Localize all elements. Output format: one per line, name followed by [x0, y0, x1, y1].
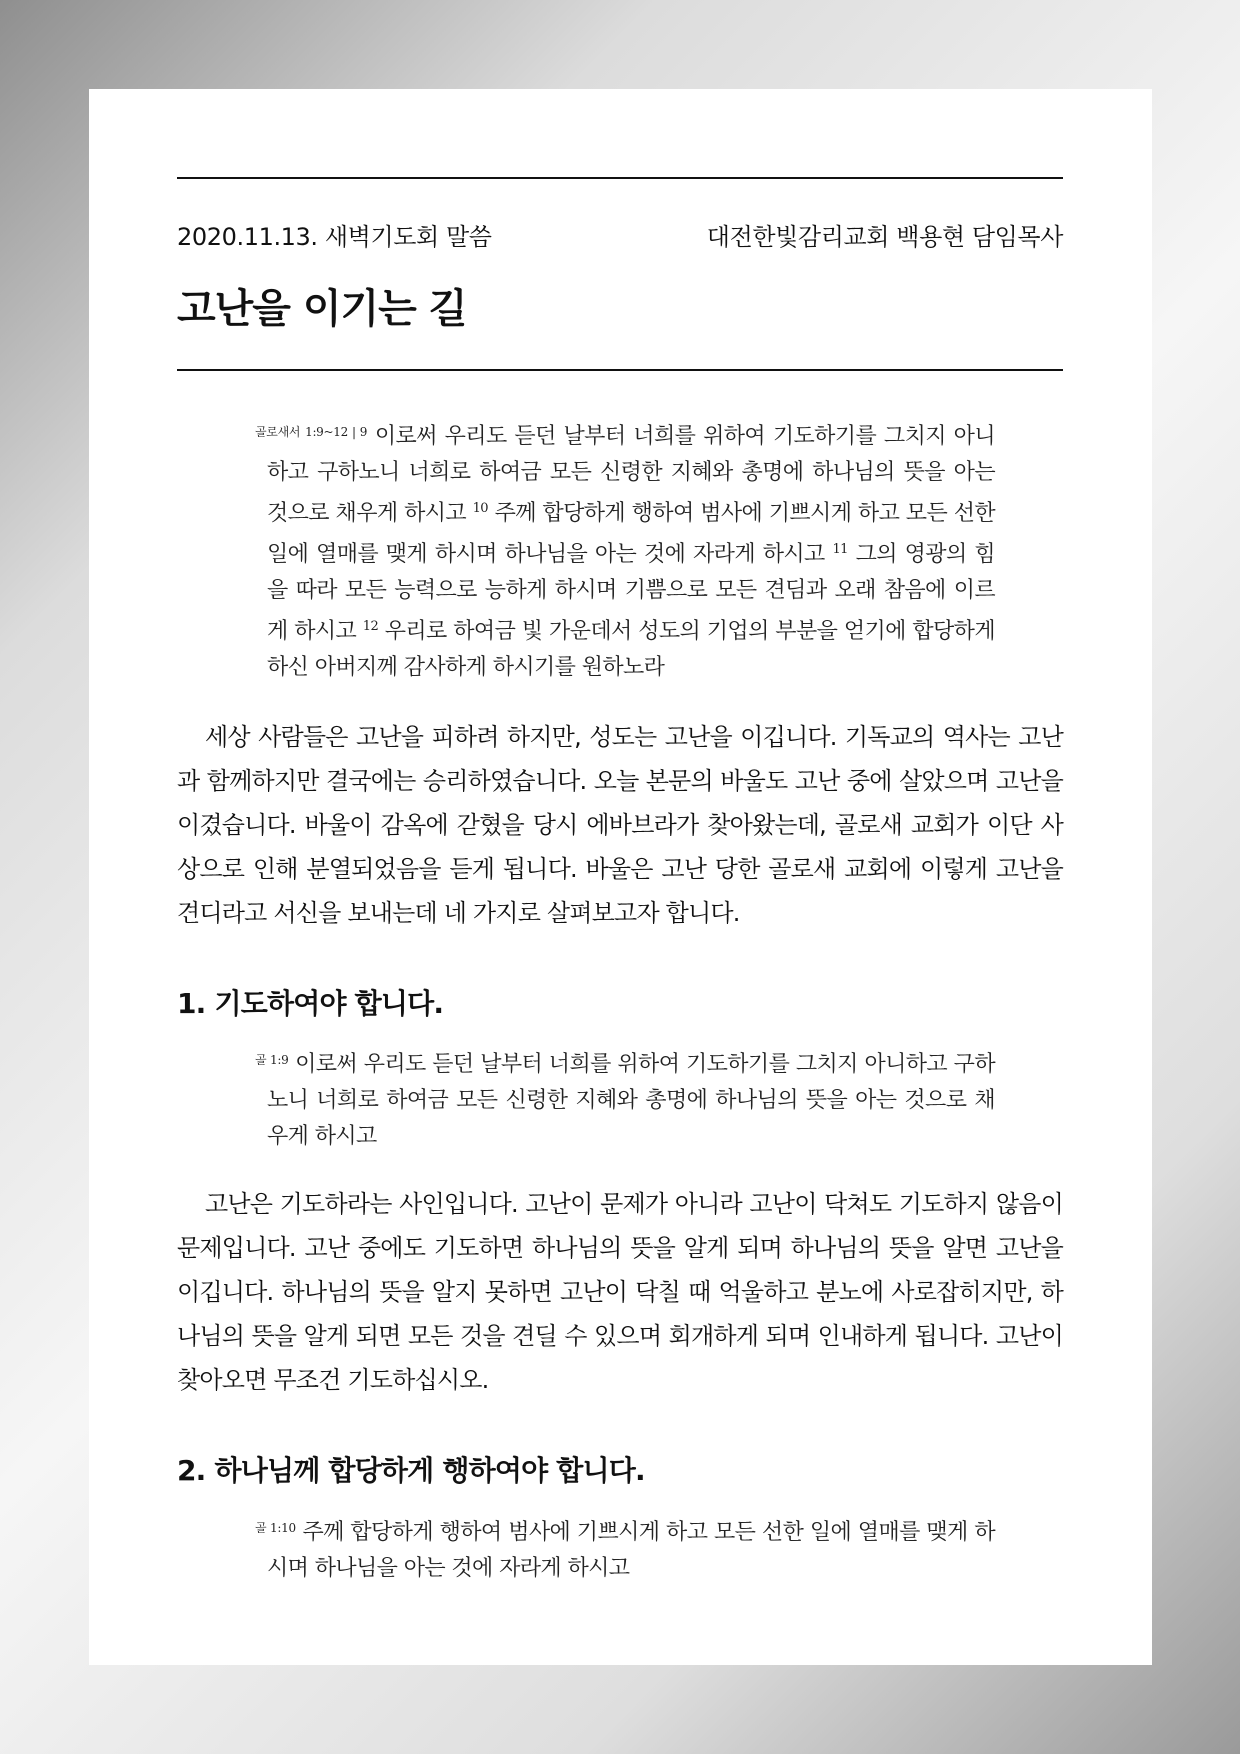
sermon-title: 고난을 이기는 길: [177, 286, 467, 332]
section-2-scripture: [255, 1510, 995, 1587]
top-rule: [177, 177, 1063, 179]
verse-10-text: 주께 합당하게 행하여 범사에 기쁘시게 하고 모든 선한 일에 열매를 맺게 하시며 하나님을 아는 것에 자라게 하시고: [267, 501, 995, 567]
scripture-reference: 골로새서 1:9~12: [255, 425, 348, 439]
scripture-reference: 골 1:10: [255, 1521, 296, 1535]
verse-9-text: 이로써 우리도 듣던 날부터 너희를 위하여 기도하기를 그치지 아니하고 구하노니 너희로 하여금 모든 신령한 지혜와 총명에 하나님의 뜻을 아는 것으로 채우게 하시고: [267, 424, 995, 526]
scripture-separator: |: [351, 425, 356, 439]
verse-number: 12: [362, 619, 379, 634]
section-1-verse-text: 이로써 우리도 듣던 날부터 너희를 위하여 기도하기를 그치지 아니하고 구하노니 너희로 하여금 모든 신령한 지혜와 총명에 하나님의 뜻을 아는 것으로 채우게 하시고: [267, 1052, 995, 1149]
verse-number: 9: [359, 425, 368, 439]
section-1-paragraph: 고난은 기도하라는 사인입니다. 고난이 문제가 아니라 고난이 닥쳐도 기도하지 않음이 문제입니다. 고난 중에도 기도하면 하나님의 뜻을 알게 되며 하나님의 뜻을 알면 고난을 이깁니다. 하나님의 뜻을 알지 못하면 고난이 닥칠 때 억울하고 분노에 사로잡히지만, 하나님의 뜻을 알게 되면 모든 것을 견딜 수 있으며 회개하게 되며 인내하게 됩니다. 고난이 찾아오면 무조건 기도하십시오.: [177, 1190, 1063, 1394]
verse-12-text: 우리로 하여금 빛 가운데서 성도의 기업의 부분을 얻기에 합당하게 하신 아버지께 감사하게 하시기를 원하노라: [267, 619, 995, 680]
intro-paragraph: 세상 사람들은 고난을 피하려 하지만, 성도는 고난을 이깁니다. 기독교의 역사는 고난과 함께하지만 결국에는 승리하였습니다. 오늘 본문의 바울도 고난 중에 살았으며 고난을 이겼습니다. 바울이 감옥에 갇혔을 당시 에바브라가 찾아왔는데, 골로새 교회가 이단 사상으로 인해 분열되었음을 듣게 됩니다. 바울은 고난 당한 골로새 교회에 이렇게 고난을 견디라고 서신을 보내는데 네 가지로 살펴보고자 합니다.: [177, 723, 1063, 927]
title-rule: [177, 369, 1063, 371]
church-pastor-label: 대전한빛감리교회 백용현 담임목사: [706, 223, 1063, 251]
section-2-heading: 2. 하나님께 합당하게 행하여야 합니다.: [177, 1454, 645, 1487]
sermon-date-label: 2020.11.13. 새벽기도회 말씀: [177, 223, 492, 251]
section-2-verse-text: 주께 합당하게 행하여 범사에 기쁘시게 하고 모든 선한 일에 열매를 맺게 하시며 하나님을 아는 것에 자라게 하시고: [267, 1520, 995, 1581]
document-page: [89, 89, 1152, 1665]
main-scripture: [255, 414, 995, 686]
section-1-heading: 1. 기도하여야 합니다.: [177, 987, 444, 1020]
section-1-scripture: [255, 1042, 995, 1155]
verse-11-text: 그의 영광의 힘을 따라 모든 능력으로 능하게 하시며 기쁨으로 모든 견딤과 오래 참음에 이르게 하시고: [267, 542, 996, 644]
verse-number: 11: [832, 542, 848, 557]
verse-number: 10: [472, 501, 488, 516]
scripture-reference: 골 1:9: [255, 1053, 289, 1067]
